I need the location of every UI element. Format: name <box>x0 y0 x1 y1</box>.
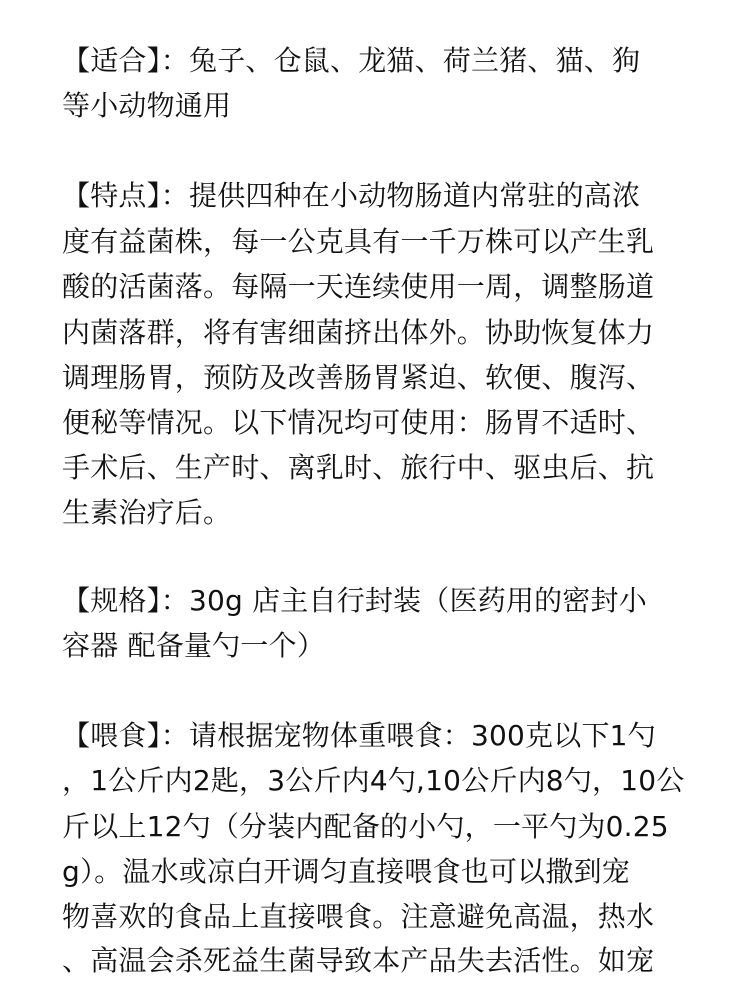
features-line-5: 调理肠胃，预防及改善肠胃紧迫、软便、腹泻、 <box>62 361 655 394</box>
features-line-8: 生素治疗后。 <box>62 496 232 529</box>
feeding-line-5: 物喜欢的食品上直接喂食。注意避免高温，热水 <box>62 900 655 933</box>
features-line-2: 度有益菌株，每一公克具有一千万株可以产生乳 <box>62 225 655 258</box>
suitable-line-2: 等小动物通用 <box>62 89 232 122</box>
feeding-line-3: 斤以上12勺（分装内配备的小勺，一平勺为0.25 <box>62 810 669 843</box>
feeding-line-1: 【喂食】：请根据宠物体重喂食：300克以下1勺 <box>62 719 656 752</box>
spec-line-2: 容器 配备量勺一个） <box>62 629 325 662</box>
features-line-4: 内菌落群，将有害细菌挤出体外。协助恢复体力 <box>62 316 655 349</box>
features-line-6: 便秘等情况。以下情况均可使用：肠胃不适时、 <box>62 406 655 439</box>
features-line-7: 手术后、生产时、离乳时、旅行中、驱虫后、抗 <box>62 451 655 484</box>
spec-line-1: 【规格】：30g 店主自行封装（医药用的密封小 <box>62 584 647 617</box>
feeding-line-2: ，1公斤内2匙，3公斤内4勺,10公斤内8勺，10公 <box>62 764 685 797</box>
features-line-3: 酸的活菌落。每隔一天连续使用一周，调整肠道 <box>62 270 655 303</box>
suitable-line-1: 【适合】：兔子、仓鼠、龙猫、荷兰猪、猫、狗 <box>62 44 641 77</box>
feeding-line-6: 、高温会杀死益生菌导致本产品失去活性。如宠 <box>62 944 655 977</box>
features-line-1: 【特点】：提供四种在小动物肠道内常驻的高浓 <box>62 179 641 212</box>
feeding-line-4: g）。温水或凉白开调匀直接喂食也可以撒到宠 <box>62 855 630 888</box>
